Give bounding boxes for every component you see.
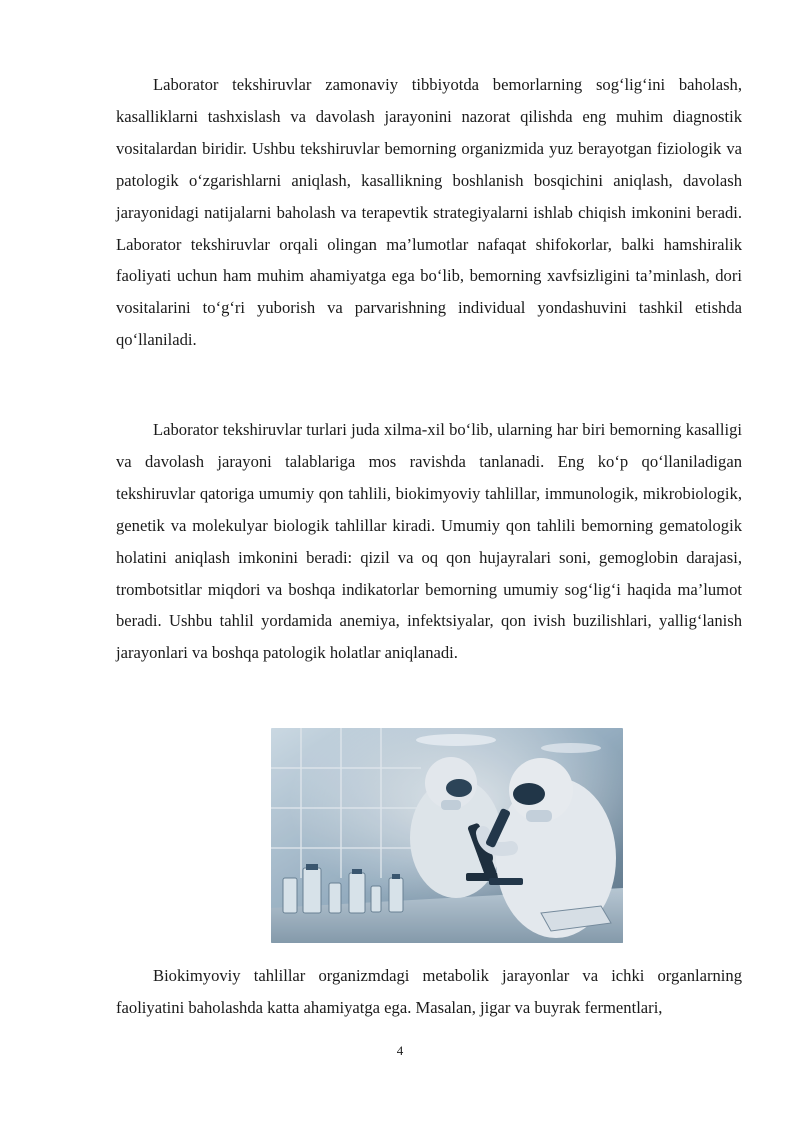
- laboratory-photo: [271, 728, 623, 943]
- paragraph-test-types: Laborator tekshiruvlar turlari juda xilma-xil bo‘lib, ularning har biri bemorning kasalligi va davolash jarayoni talablariga mos ravishda tanlanadi. Eng ko‘p qo‘llaniladigan tekshiruvlar qatoriga umumiy qon tahlili, biokimyoviy tahlillar, immunologik, mikrobiologik, genetik va molekulyar biologik tahlillar kiradi. Umumiy qon tahlili bemorning gematologik holatini aniqlash imkonini beradi: qizil va oq qon hujayralari soni, gemoglobin darajasi, trombotsitlar miqdori va boshqa indikatorlar bemorning umumiy sog‘lig‘i haqida ma’lumot beradi. Ushbu tahlil yordamida anemiya, infektsiyalar, qon ivish buzilishlari, yallig‘lanish jarayonlari va boshqa patologik holatlar aniqlanadi.: [116, 420, 742, 663]
- lab-scientists-illustration: [271, 728, 623, 943]
- paragraph-biochemical: Biokimyoviy tahlillar organizmdagi metabolik jarayonlar va ichki organlarning faoliyatini baholashda katta ahamiyatga ega. Masalan, jigar va buyrak fermentlari,: [116, 966, 742, 1017]
- paragraph-intro: Laborator tekshiruvlar zamonaviy tibbiyotda bemorlarning sog‘lig‘ini baholash, kasalliklarni tashxislash va davolash jarayonini nazorat qilishda eng muhim diagnostik vositalardan biridir. Ushbu tekshiruvlar bemorning organizmida yuz berayotgan fiziologik va patologik o‘zgarishlarni aniqlash, kasallikning boshlanish bosqichini aniqlash, davolash jarayonidagi natijalarni baholash va terapevtik strategiyalarni ishlab chiqish imkonini beradi. Laborator tekshiruvlar orqali olingan ma’lumotlar nafaqat shifokorlar, balki hamshiralik faoliyati uchun ham muhim ahamiyatga ega bo‘lib, bemorning xavfsizligini ta’minlash, dori vositalarini to‘g‘ri yuborish va parvarishning individual yondashuvini tashkil etishda qo‘llaniladi.: [116, 75, 742, 350]
- page-number: 4: [396, 1043, 404, 1058]
